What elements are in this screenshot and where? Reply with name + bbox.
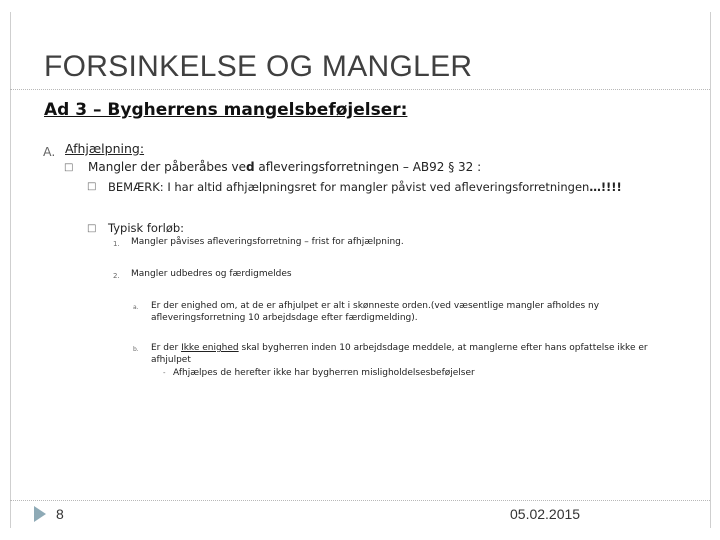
arrow-right-icon — [33, 505, 47, 523]
bullet-square-icon: □ — [64, 162, 74, 173]
bullet-square-icon: □ — [87, 223, 97, 234]
list-marker-b-lower: b. — [133, 346, 139, 353]
slide-title: FORSINKELSE OG MANGLER — [44, 50, 473, 83]
slide-frame-right — [710, 12, 711, 528]
step-2b-sub-text: Afhjælpes de herefter ikke har bygherren misligholdelsesbeføjelser — [173, 368, 475, 378]
item-typisk-forloeb: Typisk forløb: — [108, 221, 185, 235]
slide-date: 05.02.2015 — [510, 506, 581, 522]
step-1-text: Mangler påvises afleveringsforretning – frist for afhjælpning. — [131, 237, 404, 247]
item-mangler-paaberaabes: Mangler der påberåbes ved afleveringsforretningen – AB92 § 32 : — [88, 160, 482, 174]
slide-number: 8 — [56, 506, 64, 522]
item-bemaerk: BEMÆRK: I har altid afhjælpningsret for mangler påvist ved afleveringsforretningen…!!!! — [108, 180, 622, 194]
list-marker-a: A. — [43, 144, 56, 159]
list-marker-1: 1. — [113, 240, 120, 248]
list-marker-dash: - — [163, 369, 166, 377]
list-marker-2: 2. — [113, 272, 120, 280]
slide-subtitle: Ad 3 – Bygherrens mangelsbeføjelser: — [44, 100, 408, 120]
bullet-square-icon: □ — [87, 181, 97, 192]
step-2b-text: Er der Ikke enighed skal bygherren inden 10 arbejdsdage meddele, at manglerne efter hans opfattelse ikke er afhjulpet — [151, 343, 648, 365]
item-afhjaelpning: Afhjælpning: — [65, 141, 145, 156]
step-2-text: Mangler udbedres og færdigmeldes — [131, 269, 292, 279]
step-2a-text: Er der enighed om, at de er afhjulpet er alt i skønneste orden.(ved væsentlige mangler afholdes ny afleveringsforretning 10 arbejdsdage efter færdigmelding). — [151, 301, 600, 323]
footer-divider — [10, 500, 710, 501]
title-divider — [10, 89, 710, 90]
list-marker-a-lower: a. — [133, 304, 139, 311]
